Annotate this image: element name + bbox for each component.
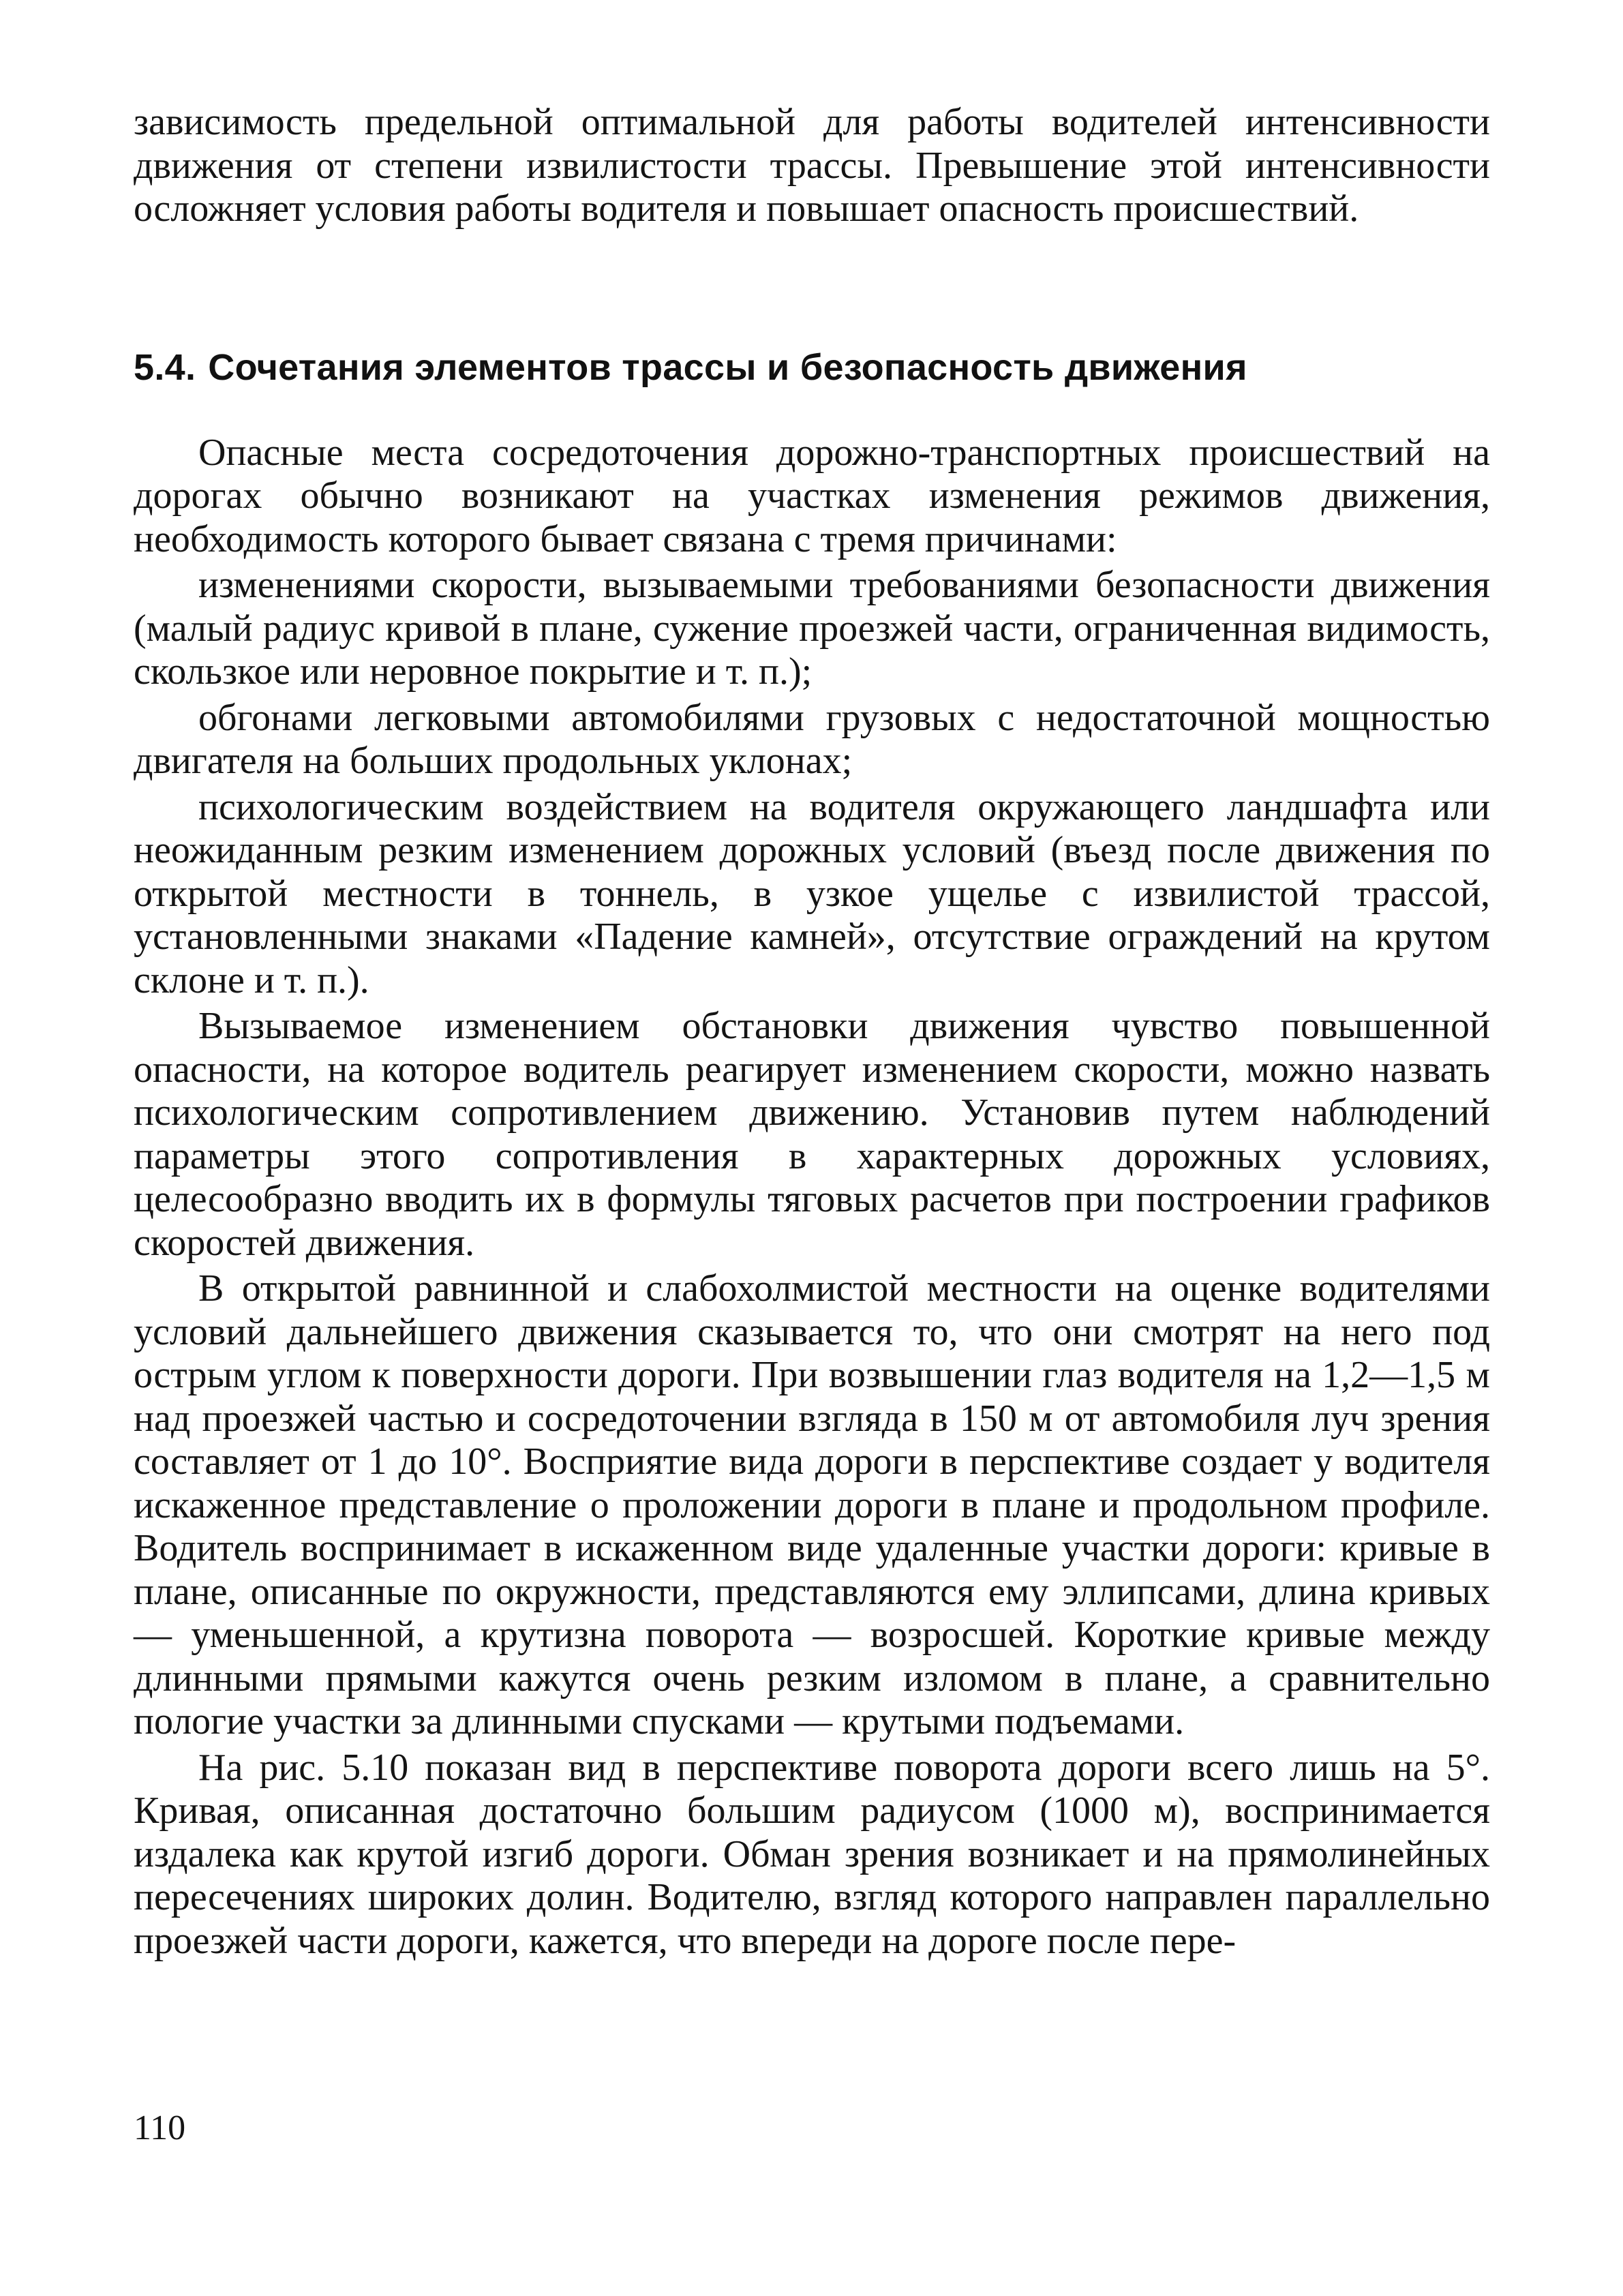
intro-paragraph: зависимость предельной оптимальной для работы водителей интенсивности движения от степени извилистости трассы. Превышение этой интенсивности осложняет условия работы водителя и повышает опасность происшествий.: [134, 101, 1490, 230]
paragraph-1: Опасные места сосредоточения дорожно-транспортных происшествий на дорогах обычно возникают на участках изменения режимов движения, необходимость которого бывает связана с тремя причинами:: [134, 431, 1490, 560]
section-number: 5.4.: [134, 346, 196, 388]
paragraph-4: На рис. 5.10 показан вид в перспективе поворота дороги всего лишь на 5°. Кривая, описанная достаточно большим радиусом (1000 м), воспринимается издалека как крутой изгиб дороги. Обман зрения возникает и на прямолинейных пересечениях широких долин. Водителю, взгляд которого направлен параллельно проезжей части дороги, кажется, что впереди на дороге после пере-: [134, 1746, 1490, 1962]
list-item-2: обгонами легковыми автомобилями грузовых с недостаточной мощностью двигателя на больших продольных уклонах;: [134, 696, 1490, 782]
list-item-3: психологическим воздействием на водителя окружающего ландшафта или неожиданным резким изменением дорожных условий (въезд после движения по открытой местности в тоннель, в узкое ущелье с извилистой трассой, установленными знаками «Падение камней», отсутствие ограждений на крутом склоне и т. п.).: [134, 785, 1490, 1001]
paragraph-2: Вызываемое изменением обстановки движения чувство повышенной опасности, на которое водитель реагирует изменением скорости, можно назвать психологическим сопротивлением движению. Установив путем наблюдений параметры этого сопротивления в характерных дорожных условиях, целесообразно вводить их в формулы тяговых расчетов при построении графиков скоростей движения.: [134, 1005, 1490, 1264]
list-item-1: изменениями скорости, вызываемыми требованиями безопасности движения (малый радиус кривой в плане, сужение проезжей части, ограниченная видимость, скользкое или неровное покрытие и т. п.);: [134, 564, 1490, 693]
page-body: [134, 101, 1490, 1963]
paragraph-3: В открытой равнинной и слабохолмистой местности на оценке водителями условий дальнейшего движения сказывается то, что они смотрят на него под острым углом к поверхности дороги. При возвышении глаз водителя на 1,2—1,5 м над проезжей частью и сосредоточении взгляда в 150 м от автомобиля луч зрения составляет от 1 до 10°. Восприятие вида дороги в перспективе создает у водителя искаженное представление о проложении дороги в плане и продольном профиле. Водитель воспринимает в искаженном виде удаленные участки дороги: кривые в плане, описанные по окружности, представляются ему эллипсами, длина кривых — уменьшенной, а крутизна поворота — возросшей. Короткие кривые между длинными прямыми кажутся очень резким изломом в плане, а сравнительно пологие участки за длинными спусками — крутыми подъемами.: [134, 1267, 1490, 1742]
section-heading: [134, 346, 1490, 389]
section-title: Сочетания элементов трассы и безопасность движения: [208, 346, 1247, 388]
page-number: 110: [134, 2109, 186, 2147]
